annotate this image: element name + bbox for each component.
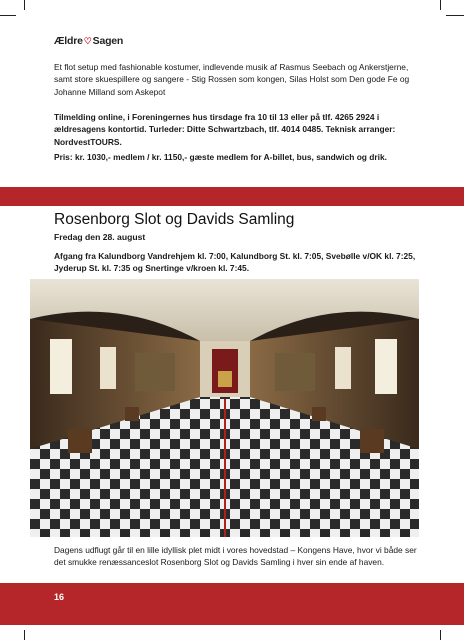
- crop-mark: [440, 0, 441, 10]
- photo-caption-paragraph: Dagens udflugt går til en lille idyllisk plet midt i vores hovedstad – Kongens Have, hvor vi både ser det smukke renæssanceslot Rosenborg Slot og Davids Samling i hver sin ende af haven.: [54, 545, 417, 567]
- departure-paragraph: Afgang fra Kalundborg Vandrehjem kl. 7:00, Kalundborg St. kl. 7:05, Svebølle v/OK kl. 7:25, Jyderup St. kl. 7:35 og Snertinge v/kroen kl. 7:45.: [54, 251, 416, 274]
- logo-text-left: Ældre: [54, 35, 83, 47]
- footer-band: [0, 583, 464, 625]
- page-number: 16: [54, 592, 65, 602]
- crop-mark: [24, 630, 25, 640]
- rosenborg-hall-illustration: [30, 279, 419, 537]
- intro-paragraph: Et flot setup med fashionable kostumer, indlevende musik af Rasmus Seebach og Ankerstjerne, samt store skuespillere og sangere - Stig Rossen som kongen, Silas Holst som Den gode Fe og Johanne Milland som Askepot: [54, 62, 410, 97]
- section-date: Fredag den 28. august: [54, 232, 146, 242]
- crop-mark: [0, 15, 16, 16]
- logo-text-right: Sagen: [92, 35, 124, 47]
- price-paragraph: Pris: kr. 1030,- medlem / kr. 1150,- gæste medlem for A-billet, bus, sandwich og drik.: [54, 152, 387, 162]
- crop-mark: [446, 15, 464, 16]
- aeldresagen-logo: [54, 35, 123, 47]
- heart-icon: ♡: [83, 36, 92, 46]
- section-title: Rosenborg Slot og Davids Samling: [54, 211, 295, 228]
- crop-mark: [24, 0, 25, 10]
- rosenborg-hall-photo: [30, 279, 419, 537]
- registration-paragraph: Tilmelding online, i Foreningernes hus tirsdage fra 10 til 13 eller på tlf. 4265 2924 i ældresagens kontortid. Turleder: Ditte Schwartzbach, tlf. 4014 0485. Teknisk arranger: NordvestTOURS.: [54, 112, 396, 147]
- crop-mark: [440, 630, 441, 640]
- section-divider-band: [0, 187, 464, 206]
